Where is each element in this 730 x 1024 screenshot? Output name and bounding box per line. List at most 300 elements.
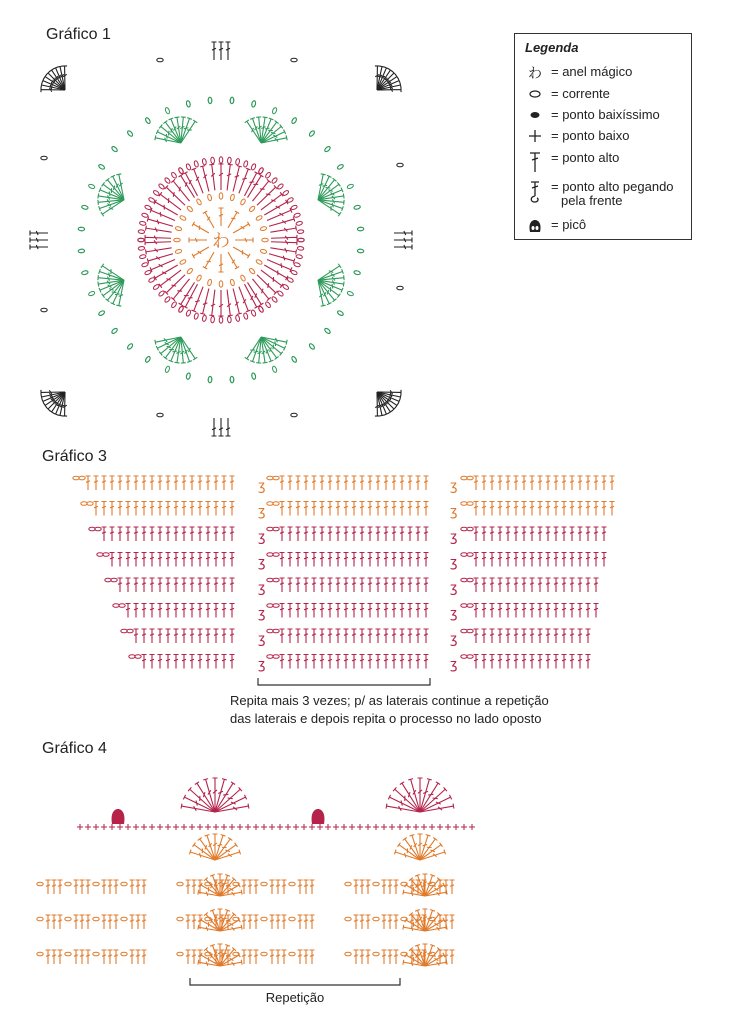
chain-mark [93,952,99,956]
chain-mark [65,882,71,886]
double-crochet-mark [352,553,357,567]
double-crochet-mark [400,502,405,516]
double-crochet-mark [146,245,172,254]
double-crochet-mark [298,950,303,964]
chain-mark [230,97,234,104]
chain-mark [290,205,297,211]
chain-mark [145,117,151,124]
chain-mark [291,117,297,124]
chain-mark [135,655,141,659]
double-crochet-mark [554,655,559,669]
double-crochet-mark [52,880,57,894]
double-crochet-mark [594,553,599,567]
chart4-title: Gráfico 4 [42,740,107,757]
double-crochet-mark [222,578,227,592]
picot-mark [312,809,325,824]
chain-mark [240,198,246,205]
double-crochet-mark [554,502,559,516]
double-crochet-mark [538,502,543,516]
chain-mark [296,221,303,226]
double-crochet-mark [165,273,187,295]
double-crochet-mark [530,655,535,669]
double-crochet-mark [352,604,357,618]
double-crochet-mark [416,553,421,567]
chart4-caption: Repetição [265,990,325,1005]
chain-mark [207,279,212,286]
chain-mark [186,205,193,212]
double-crochet-mark [416,655,421,669]
double-crochet-mark [165,185,187,207]
single-crochet-mark [469,824,475,830]
double-crochet-mark [219,254,224,272]
chain-mark [282,284,289,291]
chain-mark [461,553,467,557]
chain-mark [121,882,127,886]
chain-mark [186,100,191,107]
double-crochet-mark [554,629,559,643]
double-crochet-mark [578,629,583,643]
double-crochet-mark [225,164,233,190]
double-crochet-mark [166,629,171,643]
double-crochet-mark [304,655,309,669]
double-crochet-mark [344,502,349,516]
double-crochet-mark [126,502,131,516]
double-crochet-mark [594,604,599,618]
double-crochet-mark [424,527,429,541]
chart3-repeat-bracket [258,678,430,685]
chain-mark [461,476,467,480]
double-crochet-mark [58,950,63,964]
double-crochet-mark [360,655,365,669]
double-crochet-mark [408,655,413,669]
chain-mark [175,226,182,231]
double-crochet-mark [368,629,373,643]
double-crochet-mark [251,277,271,300]
double-crochet-mark [304,604,309,618]
double-crochet-mark [394,238,412,243]
chain-mark [138,246,145,250]
chain-mark [202,158,207,165]
double-crochet-mark [230,578,235,592]
chain-mark [73,476,79,480]
double-crochet-mark [166,476,171,490]
chain-mark [251,100,256,107]
double-crochet-mark [570,527,575,541]
front-post-mark: ʒ [450,479,458,494]
double-crochet-mark [506,604,511,618]
double-crochet-mark [206,578,211,592]
double-crochet-mark [366,880,371,894]
magic-ring-icon: わ [212,231,230,252]
double-crochet-mark [280,527,285,541]
double-crochet-mark [166,604,171,618]
double-crochet-mark [166,502,171,516]
double-crochet-mark [408,502,413,516]
double-crochet-mark [206,527,211,541]
double-crochet-mark [150,553,155,567]
single-crochet-mark [229,824,235,830]
chain-mark [287,277,294,283]
double-crochet-mark [226,211,239,229]
double-crochet-mark [118,527,123,541]
double-crochet-mark [394,231,412,236]
legend-label-line1: = ponto alto pegando [551,179,674,194]
double-crochet-mark [126,578,131,592]
double-crochet-mark [354,880,359,894]
double-crochet-mark [416,629,421,643]
chain-mark [219,281,223,287]
double-crochet-mark [86,476,91,490]
single-crochet-mark [141,824,147,830]
chain-mark [177,917,183,921]
double-crochet-mark [102,476,107,490]
double-crochet-mark [376,655,381,669]
front-post-mark: ʒ [258,581,266,596]
double-crochet-mark [304,527,309,541]
double-crochet-mark [166,527,171,541]
chain-mark [467,502,473,506]
double-crochet-mark [298,915,303,929]
double-crochet-mark [80,950,85,964]
double-crochet-mark [150,502,155,516]
double-crochet-mark [225,289,233,315]
double-crochet-mark [288,655,293,669]
double-crochet-mark [174,527,179,541]
double-crochet-mark [232,222,250,235]
single-crochet-mark [85,824,91,830]
double-crochet-mark [114,950,119,964]
double-crochet-mark [130,915,135,929]
chain-mark [65,952,71,956]
double-crochet-mark [150,604,155,618]
double-crochet-mark [222,655,227,669]
single-crochet-mark [253,824,259,830]
double-crochet-mark [602,553,607,567]
chain-mark [251,309,257,316]
double-crochet-mark [392,502,397,516]
double-crochet-mark [482,502,487,516]
double-crochet-mark [146,226,172,235]
chain-mark [243,312,248,319]
double-crochet-mark [94,476,99,490]
chain-mark [397,286,403,290]
chain-mark [289,917,295,921]
double-crochet-mark [336,655,341,669]
double-crochet-mark [506,527,511,541]
double-crochet-mark [110,527,115,541]
legend-title: Legenda [525,40,579,55]
svg-text:わ: わ [528,66,542,81]
single-crochet-mark [413,824,419,830]
double-crochet-mark [126,476,131,490]
double-crochet-mark [578,604,583,618]
double-crochet-mark [296,527,301,541]
double-crochet-mark [206,553,211,567]
chain-mark [145,356,151,363]
double-crochet-mark [416,578,421,592]
double-crochet-mark [126,527,131,541]
double-crochet-mark [222,553,227,567]
chain-mark [153,190,160,197]
double-crochet-mark [344,553,349,567]
chain-mark [175,249,182,254]
double-crochet-mark [506,553,511,567]
double-crochet-mark [382,880,387,894]
chain-mark [461,629,467,633]
double-crochet-mark [400,604,405,618]
single-crochet-mark [341,824,347,830]
double-crochet-mark [392,629,397,643]
double-crochet-mark [498,629,503,643]
double-crochet-mark [206,655,211,669]
double-crochet-mark [158,655,163,669]
double-crochet-mark [328,655,333,669]
chain-mark [461,578,467,582]
chain-mark [158,290,165,297]
double-crochet-mark [230,502,235,516]
chain-mark [230,279,235,286]
double-crochet-mark [102,915,107,929]
double-crochet-mark [392,553,397,567]
chain-mark [467,629,473,633]
chain-mark [271,296,278,303]
double-crochet-mark [276,880,281,894]
single-crochet-mark [77,824,83,830]
double-crochet-mark [248,950,253,964]
chain-mark [273,553,279,557]
chain-mark [211,157,215,164]
double-crochet-mark [108,950,113,964]
chain-mark [103,553,109,557]
front-post-mark: ʒ [258,479,266,494]
single-crochet-mark [125,824,131,830]
chain-mark [144,270,151,276]
chain-mark [208,376,212,383]
double-crochet-mark [108,880,113,894]
double-crochet-mark [522,476,527,490]
double-crochet-mark [134,502,139,516]
double-crochet-mark [142,950,147,964]
double-crochet-mark [30,231,48,236]
double-crochet-mark [450,950,455,964]
chain-mark [230,376,234,383]
chain-mark [461,655,467,659]
chain-mark [196,198,202,205]
double-crochet-mark [360,915,365,929]
double-crochet-mark [280,553,285,567]
chain-mark [373,917,379,921]
double-crochet-mark [376,578,381,592]
legend-label: = corrente [551,86,610,101]
double-crochet-mark [506,476,511,490]
double-crochet-mark [586,629,591,643]
chain-mark [324,327,331,334]
double-crochet-mark [263,263,288,280]
chain-mark [41,308,47,312]
double-crochet-mark [546,502,551,516]
chain-mark [277,183,284,190]
chain-mark [138,238,144,242]
double-crochet-mark [490,629,495,643]
chain-mark [354,270,361,275]
double-crochet-mark [514,553,519,567]
double-crochet-mark [360,604,365,618]
double-crochet-mark [562,476,567,490]
double-crochet-mark [570,629,575,643]
double-crochet-mark [522,629,527,643]
double-crochet-mark [235,238,253,243]
double-crochet-mark [110,553,115,567]
double-crochet-mark [312,502,317,516]
double-crochet-mark [538,655,543,669]
chain-mark [461,604,467,608]
chain-mark [249,205,256,212]
double-crochet-mark [58,915,63,929]
double-crochet-mark [368,553,373,567]
chain-mark [178,167,184,174]
legend-label: = ponto baixíssimo [551,107,660,122]
double-crochet-mark [392,604,397,618]
double-crochet-mark [408,553,413,567]
chain-mark [249,268,256,275]
chain-mark [271,177,278,184]
double-crochet-mark [382,915,387,929]
double-crochet-mark [336,476,341,490]
single-crochet-mark [461,824,467,830]
double-crochet-mark [226,251,239,269]
double-crochet-mark [408,527,413,541]
chain-mark [373,882,379,886]
chain-mark [258,167,264,174]
double-crochet-mark [354,950,359,964]
double-crochet-mark [192,222,210,235]
chain-mark [272,366,278,373]
double-crochet-mark [394,915,399,929]
double-crochet-mark [482,476,487,490]
double-crochet-mark [578,527,583,541]
double-crochet-mark [158,476,163,490]
double-crochet-mark [271,235,297,241]
double-crochet-mark [296,578,301,592]
double-crochet-mark [368,476,373,490]
chain-mark [88,184,95,190]
double-crochet-mark [304,950,309,964]
chain-mark [258,306,264,313]
double-crochet-mark [182,553,187,567]
double-crochet-mark [230,604,235,618]
double-crochet-mark [214,502,219,516]
double-crochet-mark [114,915,119,929]
double-crochet-mark [514,527,519,541]
chain-mark [289,882,295,886]
double-crochet-mark [189,238,207,243]
double-crochet-mark [142,553,147,567]
chain-mark [291,413,297,417]
double-crochet-mark [320,604,325,618]
chain-mark [97,553,103,557]
double-crochet-mark [354,915,359,929]
chart1-title: Gráfico 1 [46,26,111,43]
double-crochet-mark [282,880,287,894]
double-crochet-mark [498,476,503,490]
chain-mark [287,197,294,203]
double-crochet-mark [562,502,567,516]
chain-mark [467,655,473,659]
double-crochet-mark [242,880,247,894]
chain-mark [357,249,364,253]
double-crochet-mark [400,655,405,669]
double-crochet-mark [288,578,293,592]
double-crochet-mark [118,553,123,567]
chain-mark [144,205,151,211]
legend-label-line2: pela frente [561,193,623,208]
double-crochet-mark [416,476,421,490]
double-crochet-mark [586,527,591,541]
double-crochet-mark [514,476,519,490]
double-crochet-mark [538,604,543,618]
double-crochet-mark [344,527,349,541]
picot-mark [112,809,125,824]
double-crochet-mark [506,655,511,669]
double-crochet-mark [506,502,511,516]
chain-mark [227,157,231,164]
chain-mark [235,158,240,165]
double-crochet-mark [242,915,247,929]
single-crochet-mark [277,824,283,830]
chain-mark [291,356,297,363]
double-crochet-mark [192,915,197,929]
double-crochet-mark [200,288,211,314]
double-crochet-mark [150,476,155,490]
double-crochet-mark [270,245,296,254]
double-crochet-mark [150,527,155,541]
double-crochet-mark [328,629,333,643]
double-crochet-mark [400,553,405,567]
chain-mark [227,316,231,323]
double-crochet-mark [80,915,85,929]
double-crochet-mark [288,629,293,643]
double-crochet-mark [304,629,309,643]
chain-mark [397,163,403,167]
chain-mark [171,172,178,179]
double-crochet-mark [209,289,217,315]
double-crochet-mark [530,553,535,567]
double-crochet-mark [74,950,79,964]
double-crochet-mark [280,476,285,490]
double-crochet-mark [388,950,393,964]
double-crochet-mark [171,179,191,202]
chain-mark [98,310,105,316]
front-post-mark: ʒ [450,530,458,545]
double-crochet-mark [166,655,171,669]
chain-mark [208,97,212,104]
double-crochet-mark [270,880,275,894]
chain-mark [298,238,304,242]
double-crochet-mark [450,915,455,929]
double-crochet-mark [52,915,57,929]
double-crochet-mark [424,476,429,490]
double-crochet-mark [190,553,195,567]
double-crochet-mark [304,915,309,929]
double-crochet-mark [186,915,191,929]
double-crochet-mark [280,578,285,592]
double-crochet-mark [142,502,147,516]
double-crochet-mark [530,502,535,516]
chart3-caption-line1: Repita mais 3 vezes; p/ as laterais continue a repetição [230,693,549,708]
double-crochet-mark [174,655,179,669]
double-crochet-mark [174,476,179,490]
double-crochet-mark [114,880,119,894]
